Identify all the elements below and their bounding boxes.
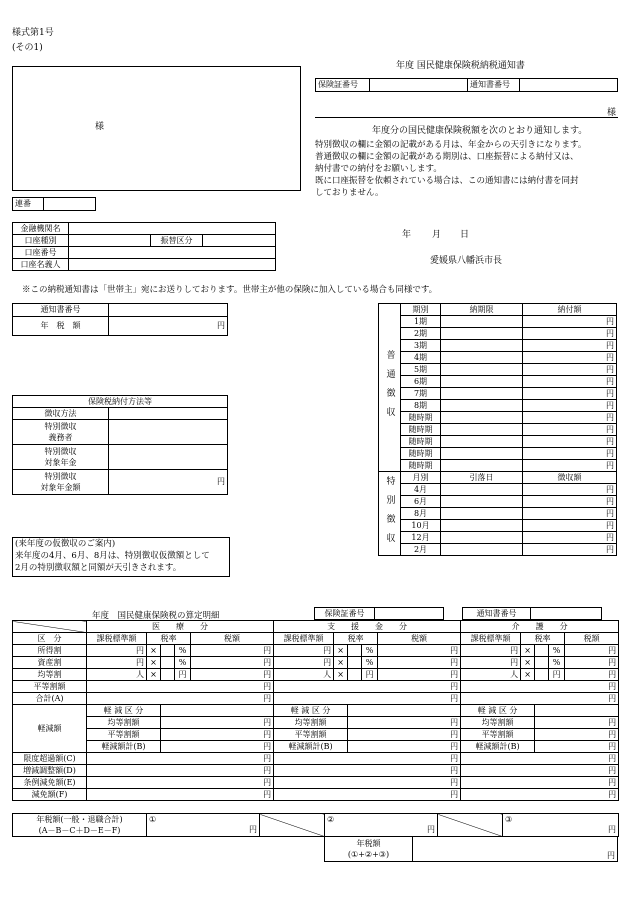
provisional-line: 来年度の4月、6月、8月は、特別徴収仮徴額として bbox=[15, 551, 210, 561]
provisional-line: (来年度の仮徴収のご案内) bbox=[15, 539, 116, 549]
rate-yen: 円 bbox=[362, 669, 378, 681]
support-annual-yen: 円 bbox=[427, 825, 435, 834]
keigen-kinto-label: 均等割額 bbox=[87, 717, 161, 729]
account-type-value bbox=[69, 235, 151, 247]
rate-value bbox=[535, 645, 549, 657]
payment-method-table bbox=[12, 395, 228, 495]
amount-yen: 円 bbox=[523, 388, 617, 400]
pct-sign: % bbox=[549, 645, 565, 657]
period-header: 期別 bbox=[401, 304, 441, 316]
amount-yen: 円 bbox=[523, 436, 617, 448]
collection-method-label: 徴収方法 bbox=[13, 408, 109, 420]
provisional-line: 2月の特別徴収額と同額が天引きされます。 bbox=[15, 563, 182, 573]
tokubetsu-label: 特別徴収 bbox=[379, 472, 401, 556]
annual-tax-summary-table bbox=[12, 813, 619, 837]
tax-yen: 円 bbox=[565, 657, 619, 669]
special-obligor-label: 特別徴収 義務者 bbox=[13, 420, 109, 445]
base-nin: 人 bbox=[87, 669, 147, 681]
futsu-label: 普通徴収 bbox=[379, 304, 401, 472]
times-sign: × bbox=[521, 657, 535, 669]
tax-header: 税額 bbox=[565, 633, 619, 645]
tax-yen: 円 bbox=[378, 645, 461, 657]
account-type-label: 口座種別 bbox=[13, 235, 69, 247]
deadline-cell bbox=[441, 436, 523, 448]
intro-line: 年度分の国民健康保険税額を次のとおり通知します。 bbox=[372, 126, 588, 136]
month-label: 6月 bbox=[401, 496, 441, 508]
special-pension-amount-label: 特別徴収 対象年金額 bbox=[13, 470, 109, 495]
times-sign: × bbox=[334, 645, 348, 657]
amount-yen: 円 bbox=[523, 448, 617, 460]
row-keigen: 軽減額 bbox=[13, 705, 87, 753]
amount-yen: 円 bbox=[523, 352, 617, 364]
amount-header: 納付額 bbox=[523, 304, 617, 316]
debit-date-cell bbox=[441, 496, 523, 508]
amount-yen: 円 bbox=[523, 328, 617, 340]
kubun-header: 区 分 bbox=[13, 633, 87, 645]
row-limit-excess: 限度超過額(C) bbox=[13, 753, 87, 765]
transfer-class-label: 振替区分 bbox=[151, 235, 203, 247]
tax-notice-no-label: 通知書番号 bbox=[13, 304, 109, 317]
times-sign: × bbox=[334, 669, 348, 681]
month-label: 2月 bbox=[401, 544, 441, 556]
top-insurance-no-label: 保険証番号 bbox=[316, 79, 370, 92]
diag-cell bbox=[438, 814, 503, 837]
tax-notice-no-value bbox=[109, 304, 228, 317]
period-label: 随時期 bbox=[401, 412, 441, 424]
collection-amount-header: 徴収額 bbox=[523, 472, 617, 484]
collection-yen: 円 bbox=[523, 496, 617, 508]
row-gokei: 合計(A) bbox=[13, 693, 87, 705]
keigen-yen: 円 bbox=[348, 729, 461, 741]
care-yen: 円 bbox=[461, 765, 619, 777]
support-yen: 円 bbox=[274, 693, 461, 705]
medical-yen: 円 bbox=[87, 777, 274, 789]
collection-yen: 円 bbox=[523, 532, 617, 544]
medical-annual-yen: 円 bbox=[249, 825, 257, 834]
tax-yen: 円 bbox=[565, 669, 619, 681]
deadline-cell bbox=[441, 376, 523, 388]
pct-sign: % bbox=[175, 657, 191, 669]
rate-value bbox=[348, 657, 362, 669]
detail-insurance-no-value bbox=[375, 608, 444, 620]
debit-date-cell bbox=[441, 484, 523, 496]
period-label: 1期 bbox=[401, 316, 441, 328]
medical-yen: 円 bbox=[87, 789, 274, 801]
note-line: 普通徴収の欄に金額の記載がある期別は、口座振替による納付又は、 bbox=[315, 152, 579, 162]
deadline-cell bbox=[441, 448, 523, 460]
pct-sign: % bbox=[549, 657, 565, 669]
mark-3: ③ bbox=[505, 815, 513, 824]
renban-label: 連番 bbox=[13, 198, 44, 211]
notice-remark: ※この納税通知書は「世帯主」宛にお送りしております。世帯主が他の保険に加入している場合も同様です。 bbox=[22, 285, 438, 295]
note-line: しておりません。 bbox=[315, 188, 384, 198]
tax-yen: 円 bbox=[191, 657, 274, 669]
tax-header: 税額 bbox=[378, 633, 461, 645]
keigen-yen: 円 bbox=[535, 741, 619, 753]
period-label: 7期 bbox=[401, 388, 441, 400]
rate-header: 税率 bbox=[147, 633, 191, 645]
annual-tax-label-cell bbox=[13, 814, 147, 837]
base-yen: 円 bbox=[461, 645, 521, 657]
deadline-cell bbox=[441, 364, 523, 376]
special-pension-amount-yen: 円 bbox=[109, 470, 228, 495]
amount-yen: 円 bbox=[523, 376, 617, 388]
top-id-table bbox=[315, 78, 618, 92]
grand-total-label-line2: (①+②+③) bbox=[347, 850, 390, 859]
amount-yen: 円 bbox=[523, 316, 617, 328]
base-yen: 円 bbox=[87, 645, 147, 657]
tax-yen: 円 bbox=[565, 645, 619, 657]
month-label: 8月 bbox=[401, 508, 441, 520]
medical-annual-cell bbox=[147, 814, 260, 837]
deadline-header: 納期限 bbox=[441, 304, 523, 316]
collection-method-value bbox=[109, 408, 228, 420]
mark-2: ② bbox=[327, 815, 335, 824]
care-yen: 円 bbox=[461, 753, 619, 765]
special-pension-value bbox=[109, 445, 228, 470]
detail-notice-no-label: 通知書番号 bbox=[463, 608, 531, 620]
row-exemption: 減免額(F) bbox=[13, 789, 87, 801]
rate-value bbox=[161, 657, 175, 669]
keigen-total-label: 軽減額計(B) bbox=[274, 741, 348, 753]
special-obligor-value bbox=[109, 420, 228, 445]
rate-value bbox=[348, 669, 362, 681]
keigen-yen: 円 bbox=[161, 717, 274, 729]
grand-total-table bbox=[324, 836, 618, 862]
period-label: 2期 bbox=[401, 328, 441, 340]
keigen-class-label: 軽 減 区 分 bbox=[461, 705, 535, 717]
deadline-cell bbox=[441, 328, 523, 340]
keigen-total-label: 軽減額計(B) bbox=[87, 741, 161, 753]
detail-insurance-no-box bbox=[314, 607, 444, 620]
care-yen: 円 bbox=[461, 681, 619, 693]
rate-yen: 円 bbox=[175, 669, 191, 681]
debit-date-header: 引落日 bbox=[441, 472, 523, 484]
period-label: 4期 bbox=[401, 352, 441, 364]
address-box bbox=[12, 66, 301, 191]
top-notice-no-label: 通知書番号 bbox=[468, 79, 520, 92]
tax-yen: 円 bbox=[378, 657, 461, 669]
diag-cell bbox=[260, 814, 325, 837]
row-ordinance-exemption: 条例減免額(E) bbox=[13, 777, 87, 789]
base-yen: 円 bbox=[274, 657, 334, 669]
period-label: 随時期 bbox=[401, 436, 441, 448]
special-pension-label: 特別徴収 対象年金 bbox=[13, 445, 109, 470]
rate-header: 税率 bbox=[521, 633, 565, 645]
tax-yen: 円 bbox=[191, 645, 274, 657]
annual-tax-label: 年 税 額 bbox=[13, 317, 109, 336]
deadline-cell bbox=[441, 400, 523, 412]
collection-yen: 円 bbox=[523, 484, 617, 496]
renban-box bbox=[12, 197, 96, 211]
base-nin: 人 bbox=[461, 669, 521, 681]
amount-yen: 円 bbox=[523, 400, 617, 412]
deadline-cell bbox=[441, 412, 523, 424]
keigen-byodo-label: 平等割額 bbox=[87, 729, 161, 741]
note-line: 納付書での納付をお願いします。 bbox=[315, 164, 442, 174]
tax-yen: 円 bbox=[378, 669, 461, 681]
support-yen: 円 bbox=[274, 765, 461, 777]
collection-yen: 円 bbox=[523, 544, 617, 556]
period-label: 随時期 bbox=[401, 460, 441, 472]
annual-tax-yen: 円 bbox=[109, 317, 228, 336]
top-insurance-no-value bbox=[370, 79, 468, 92]
notes-block bbox=[315, 139, 625, 199]
annual-tax-label-line2: (A－B－C＋D－E－F) bbox=[38, 826, 121, 835]
grand-total-label-line1: 年税額 bbox=[356, 839, 381, 848]
medical-yen: 円 bbox=[87, 693, 274, 705]
keigen-yen: 円 bbox=[161, 729, 274, 741]
payment-schedule-table bbox=[378, 303, 617, 556]
addressee-suffix: 様 bbox=[606, 108, 616, 118]
detail-title: 年度 国民健康保険税の算定明細 bbox=[92, 611, 220, 621]
payment-method-title: 保険税納付方法等 bbox=[13, 396, 228, 408]
rate-value bbox=[535, 669, 549, 681]
base-header: 課税標準額 bbox=[274, 633, 334, 645]
account-number-label: 口座番号 bbox=[13, 247, 69, 259]
bank-table bbox=[12, 222, 276, 271]
support-yen: 円 bbox=[274, 789, 461, 801]
keigen-yen: 円 bbox=[161, 741, 274, 753]
keigen-class-label: 軽 減 区 分 bbox=[274, 705, 348, 717]
keigen-yen: 円 bbox=[348, 717, 461, 729]
row-shisan: 資産割 bbox=[13, 657, 87, 669]
rate-header: 税率 bbox=[334, 633, 378, 645]
corner-cell bbox=[13, 621, 87, 633]
date-year: 年 bbox=[402, 230, 412, 240]
support-yen: 円 bbox=[274, 681, 461, 693]
times-sign: × bbox=[147, 669, 161, 681]
medical-yen: 円 bbox=[87, 765, 274, 777]
base-nin: 人 bbox=[274, 669, 334, 681]
bank-name-value bbox=[69, 223, 276, 235]
times-sign: × bbox=[521, 645, 535, 657]
keigen-total-label: 軽減額計(B) bbox=[461, 741, 535, 753]
date-day: 日 bbox=[460, 230, 470, 240]
care-yen: 円 bbox=[461, 789, 619, 801]
keigen-byodo-label: 平等割額 bbox=[274, 729, 348, 741]
debit-date-cell bbox=[441, 532, 523, 544]
care-yen: 円 bbox=[461, 777, 619, 789]
support-yen: 円 bbox=[274, 753, 461, 765]
medical-yen: 円 bbox=[87, 681, 274, 693]
period-label: 8期 bbox=[401, 400, 441, 412]
account-holder-value bbox=[69, 259, 276, 271]
row-shotoku: 所得割 bbox=[13, 645, 87, 657]
month-label: 12月 bbox=[401, 532, 441, 544]
detail-notice-no-box bbox=[462, 607, 602, 620]
deadline-cell bbox=[441, 460, 523, 472]
keigen-yen: 円 bbox=[535, 717, 619, 729]
detail-insurance-no-label: 保険証番号 bbox=[315, 608, 375, 620]
period-label: 5期 bbox=[401, 364, 441, 376]
detail-notice-no-value bbox=[531, 608, 602, 620]
month-header: 月別 bbox=[401, 472, 441, 484]
debit-date-cell bbox=[441, 544, 523, 556]
annual-tax-label-line1: 年税額(一般・退職合計) bbox=[36, 815, 123, 824]
amount-yen: 円 bbox=[523, 412, 617, 424]
period-label: 随時期 bbox=[401, 448, 441, 460]
care-annual-yen: 円 bbox=[608, 825, 616, 834]
annual-tax-box bbox=[12, 303, 228, 336]
rate-yen: 円 bbox=[549, 669, 565, 681]
deadline-cell bbox=[441, 316, 523, 328]
base-yen: 円 bbox=[461, 657, 521, 669]
deadline-cell bbox=[441, 340, 523, 352]
top-notice-no-value bbox=[520, 79, 618, 92]
grand-total-yen: 円 bbox=[413, 837, 618, 862]
base-header: 課税標準額 bbox=[87, 633, 147, 645]
amount-yen: 円 bbox=[523, 364, 617, 376]
rate-value bbox=[348, 645, 362, 657]
base-yen: 円 bbox=[274, 645, 334, 657]
period-label: 3期 bbox=[401, 340, 441, 352]
note-line: 特別徴収の欄に金額の記載がある月は、年金からの天引きになります。 bbox=[315, 140, 587, 150]
support-yen: 円 bbox=[274, 777, 461, 789]
keigen-class-value bbox=[348, 705, 461, 717]
keigen-class-label: 軽 減 区 分 bbox=[87, 705, 161, 717]
keigen-byodo-label: 平等割額 bbox=[461, 729, 535, 741]
tax-yen: 円 bbox=[191, 669, 274, 681]
support-group-header: 支 援 金 分 bbox=[274, 621, 461, 633]
account-holder-label: 口座名義人 bbox=[13, 259, 69, 271]
issuer: 愛媛県八幡浜市長 bbox=[430, 256, 503, 266]
care-annual-cell bbox=[503, 814, 619, 837]
pct-sign: % bbox=[175, 645, 191, 657]
provisional-notice bbox=[12, 537, 230, 577]
care-yen: 円 bbox=[461, 693, 619, 705]
rate-value bbox=[161, 645, 175, 657]
times-sign: × bbox=[147, 645, 161, 657]
month-label: 4月 bbox=[401, 484, 441, 496]
grand-total-label-cell bbox=[325, 837, 413, 862]
amount-yen: 円 bbox=[523, 424, 617, 436]
note-line: 既に口座振替を依頼されている場合は、この通知書には納付書を同封 bbox=[315, 176, 579, 186]
period-label: 6期 bbox=[401, 376, 441, 388]
amount-yen: 円 bbox=[523, 460, 617, 472]
rate-value bbox=[161, 669, 175, 681]
keigen-yen: 円 bbox=[348, 741, 461, 753]
times-sign: × bbox=[334, 657, 348, 669]
deadline-cell bbox=[441, 424, 523, 436]
medical-yen: 円 bbox=[87, 753, 274, 765]
pct-sign: % bbox=[362, 657, 378, 669]
bank-name-label: 金融機関名 bbox=[13, 223, 69, 235]
medical-group-header: 医 療 分 bbox=[87, 621, 274, 633]
form-part: (その1) bbox=[12, 43, 43, 53]
month-label: 10月 bbox=[401, 520, 441, 532]
base-header: 課税標準額 bbox=[461, 633, 521, 645]
tax-header: 税額 bbox=[191, 633, 274, 645]
keigen-kinto-label: 均等割額 bbox=[461, 717, 535, 729]
date-month: 月 bbox=[432, 230, 442, 240]
notice-title: 年度 国民健康保険税納税通知書 bbox=[396, 61, 525, 71]
period-label: 随時期 bbox=[401, 424, 441, 436]
mark-1: ① bbox=[149, 815, 157, 824]
keigen-class-value bbox=[535, 705, 619, 717]
times-sign: × bbox=[521, 669, 535, 681]
row-byodo: 平等割額 bbox=[13, 681, 87, 693]
base-yen: 円 bbox=[87, 657, 147, 669]
collection-yen: 円 bbox=[523, 508, 617, 520]
collection-yen: 円 bbox=[523, 520, 617, 532]
times-sign: × bbox=[147, 657, 161, 669]
form-number: 様式第1号 bbox=[12, 28, 54, 38]
amount-yen: 円 bbox=[523, 340, 617, 352]
care-group-header: 介 護 分 bbox=[461, 621, 619, 633]
keigen-yen: 円 bbox=[535, 729, 619, 741]
row-adjustment: 増減調整額(D) bbox=[13, 765, 87, 777]
deadline-cell bbox=[441, 388, 523, 400]
deadline-cell bbox=[441, 352, 523, 364]
debit-date-cell bbox=[441, 520, 523, 532]
rate-value bbox=[535, 657, 549, 669]
renban-value bbox=[44, 198, 96, 211]
address-suffix: 様 bbox=[95, 122, 105, 132]
addressee-line bbox=[315, 105, 618, 118]
transfer-class-value bbox=[203, 235, 276, 247]
support-annual-cell bbox=[325, 814, 438, 837]
account-number-value bbox=[69, 247, 276, 259]
keigen-kinto-label: 均等割額 bbox=[274, 717, 348, 729]
keigen-class-value bbox=[161, 705, 274, 717]
pct-sign: % bbox=[362, 645, 378, 657]
row-kinto: 均等割 bbox=[13, 669, 87, 681]
debit-date-cell bbox=[441, 508, 523, 520]
assessment-detail-table bbox=[12, 620, 619, 801]
